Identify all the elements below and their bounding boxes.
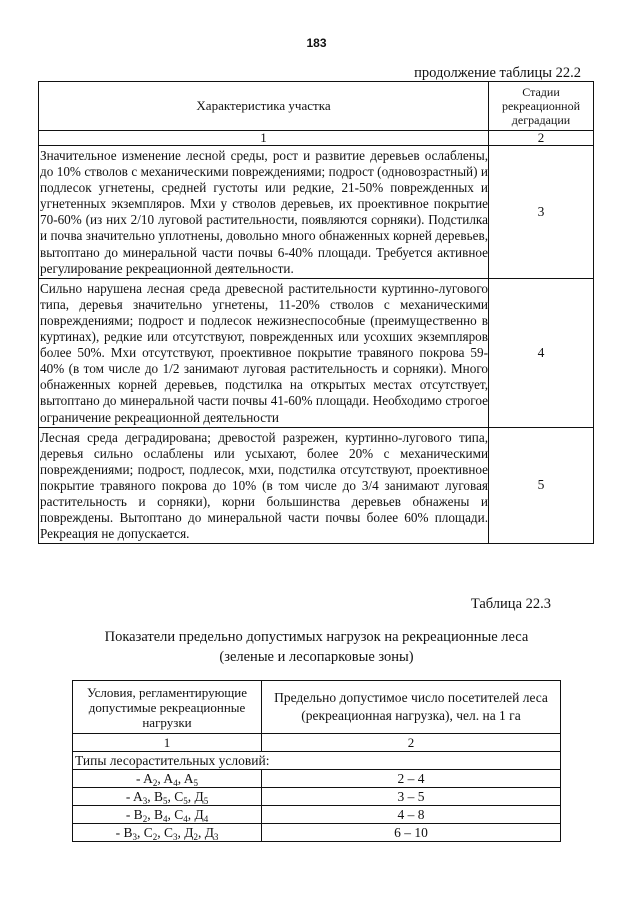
table-title-line: (зеленые и лесопарковые зоны) xyxy=(219,649,414,665)
column-header-characteristic: Характеристика участка xyxy=(39,82,489,131)
degradation-stage: 5 xyxy=(489,427,594,544)
column-number: 2 xyxy=(489,131,594,146)
degradation-stage: 3 xyxy=(489,146,594,279)
growth-condition: - $B_3$, $C_2$, $C_3$, $Д_2$, $Д_3$ xyxy=(73,824,262,842)
growth-condition: - $A_3$, $B_5$, $C_5$, $Д_5$ xyxy=(73,788,262,806)
table-title xyxy=(40,627,593,667)
table-continuation-label: продолжение таблицы 22.2 xyxy=(414,65,581,81)
visitor-limit: 4 – 8 xyxy=(262,806,561,824)
degradation-stage: 4 xyxy=(489,278,594,427)
column-header-max-visitors: Предельно допустимое число посетителей леса (рекреационная нагрузка), чел. на 1 га xyxy=(262,681,561,734)
page-number: 183 xyxy=(306,36,327,50)
table-row xyxy=(39,427,594,544)
column-number: 1 xyxy=(73,734,262,752)
visitor-limit: 6 – 10 xyxy=(262,824,561,842)
visitor-limit: 3 – 5 xyxy=(262,788,561,806)
table-row xyxy=(73,806,561,824)
degradation-stages-table xyxy=(38,81,594,544)
visitor-limit: 2 – 4 xyxy=(262,770,561,788)
table-header-row xyxy=(73,681,561,734)
column-number: 2 xyxy=(262,734,561,752)
growth-condition: - $A_2$, $A_4$, $A_5$ xyxy=(73,770,262,788)
site-characteristic: Лесная среда деградирована; древостой разрежен, куртинно-лугового типа, деревья сильно ослаблены или усыхают, более 20% с механическими повреждениями; подрост, подлесок, мхи, подстилка отсутствуют, проективное покрытие травяного покрова до 10% (в том числе до 3/4 занимают луговая растительность и сорняки), корни большинства деревьев обнажены и повреждены. Вытоптано до минеральной части почвы более 60% площади. Рекреация не допускается. xyxy=(39,427,489,544)
table-row xyxy=(73,824,561,842)
growth-condition: - $B_2$, $B_4$, $C_4$, $Д_4$ xyxy=(73,806,262,824)
column-number-row xyxy=(39,131,594,146)
column-header-stages: Стадии рекреационной деградации xyxy=(489,82,594,131)
section-row xyxy=(73,752,561,770)
section-label: Типы лесорастительных условий: xyxy=(73,752,561,770)
table-header-row xyxy=(39,82,594,131)
recreational-load-table xyxy=(72,680,561,842)
site-characteristic: Значительное изменение лесной среды, рост и развитие деревьев ослаблены, до 10% стволов с механическими повреждениями; подрост (одновозрастный) и подлесок угнетены, средней густоты или редкие, 21-50% поврежденных и угнетенных экземпляров. Мхи у стволов деревьев, их проективное покрытие 70-60% (из них 2/10 луговой растительности, появляются сорняки). Подстилка и почва значительно уплотнены, довольно много обнаженных корней деревьев, вытоптано до минеральной части почвы 6-40% площади. Требуется активное регулирование рекреационной деятельности. xyxy=(39,146,489,279)
column-number-row xyxy=(73,734,561,752)
column-number: 1 xyxy=(39,131,489,146)
table-title-line: Показатели предельно допустимых нагрузок на рекреационные леса xyxy=(104,629,529,645)
table-row xyxy=(73,788,561,806)
table-row xyxy=(39,278,594,427)
site-characteristic: Сильно нарушена лесная среда древесной растительности куртинно-лугового типа, деревья значительно угнетены, 11-20% стволов с механическими повреждениями; подрост и подлесок нежизнеспособные (преимущественно в куртинах), редкие или отсутствуют, поврежденных или усохших экземпляров более 50%. Мхи отсутствуют, проективное покрытие травяного покрова 59-40% (в том числе до 1/2 занимают луговая растительность и сорняки). Много обнаженных корней деревьев, подстилка на открытых местах отсутствует, вытоптано до минеральной части почвы 41-60% площади. Необходимо строгое ограничение рекреационной деятельности xyxy=(39,278,489,427)
table-caption: Таблица 22.3 xyxy=(470,596,551,612)
table-row xyxy=(39,146,594,279)
table-row xyxy=(73,770,561,788)
column-header-conditions: Условия, регламентирующие допустимые рекреационные нагрузки xyxy=(73,681,262,734)
